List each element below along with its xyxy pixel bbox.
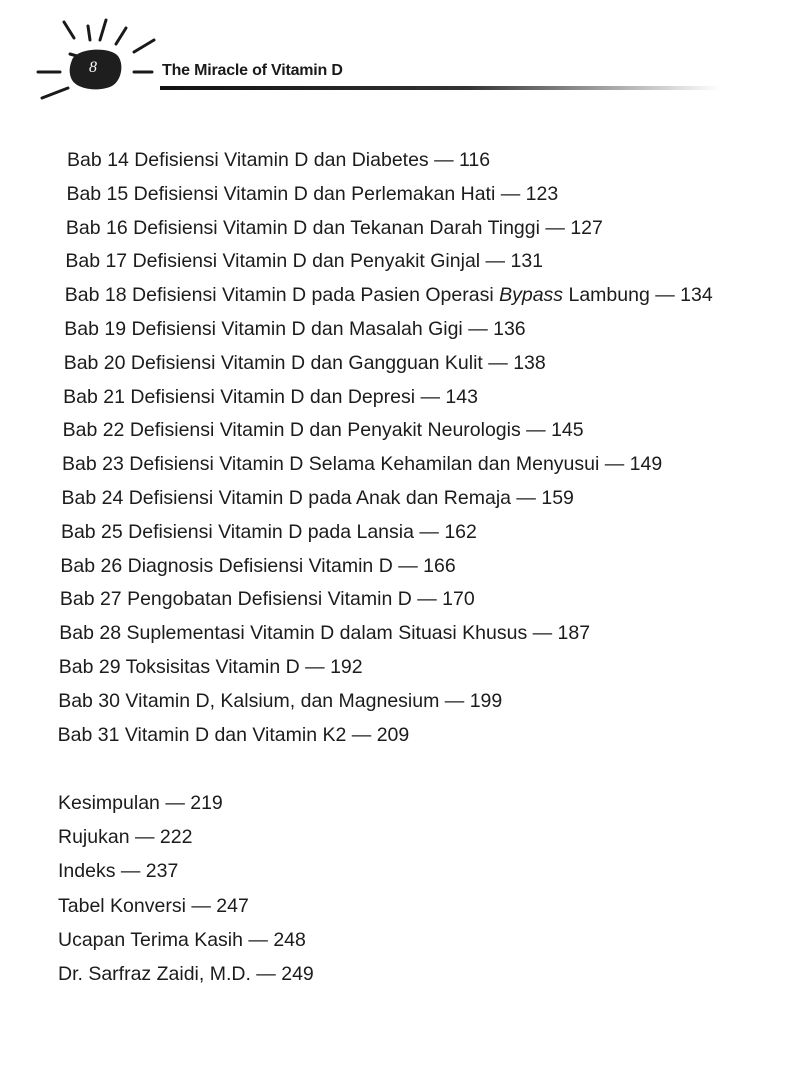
entry-separator: — (256, 963, 276, 985)
entry-page-number: 199 (469, 689, 503, 712)
entry-separator: — (351, 723, 372, 746)
toc-chapter-entry (58, 723, 410, 747)
entry-page-number: 134 (680, 284, 713, 307)
page-number: 8 (89, 59, 97, 76)
toc-chapter-entry (60, 587, 475, 611)
entry-separator: — (305, 656, 325, 678)
toc-chapter-entry (66, 182, 558, 206)
entry-separator: — (655, 284, 675, 307)
toc-chapter-entry (64, 317, 525, 341)
entry-separator: — (165, 792, 185, 814)
entry-page-number: 123 (525, 182, 559, 205)
toc-chapter-entry (59, 621, 590, 645)
entry-title: Bab 25 Defisiensi Vitamin D pada Lansia (60, 520, 414, 543)
entry-separator: — (420, 385, 440, 408)
entry-title: Kesimpulan (58, 792, 160, 814)
entry-title: Ucapan Terima Kasih (58, 928, 243, 951)
toc-chapter-entry (58, 689, 502, 713)
entry-page-number: 249 (281, 963, 314, 985)
entry-page-number: 170 (442, 588, 475, 611)
entry-page-number: 222 (159, 826, 193, 849)
entry-separator: — (485, 250, 506, 273)
entry-title: Bab 19 Defisiensi Vitamin D dan Masalah Gigi (64, 318, 463, 340)
entry-separator: — (191, 894, 211, 917)
entry-title: Bab 21 Defisiensi Vitamin D dan Depresi (63, 385, 416, 408)
entry-title: Bab 14 Defisiensi Vitamin D dan Diabetes (67, 149, 429, 171)
running-header (0, 0, 800, 110)
entry-page-number: 138 (513, 351, 546, 374)
header-rule (160, 86, 720, 90)
entry-separator: — (516, 487, 536, 509)
toc-chapter-entry (63, 385, 478, 409)
entry-separator: — (532, 622, 553, 645)
entry-title: Bab 27 Pengobatan Defisiensi Vitamin D (59, 588, 412, 611)
entry-page-number: 248 (273, 928, 306, 951)
toc-chapter-entry (62, 452, 662, 476)
toc-chapter-entry (66, 216, 603, 240)
entry-title: Bab 30 Vitamin D, Kalsium, dan Magnesium (58, 689, 440, 712)
toc-chapter-entry (65, 249, 543, 273)
entry-page-number: 149 (629, 453, 663, 476)
toc-chapter-entry (59, 655, 363, 679)
entry-title: Bab 26 Diagnosis Defisiensi Vitamin D (60, 554, 393, 577)
entry-page-number: 143 (445, 385, 478, 408)
entry-separator: — (604, 453, 625, 476)
entry-page-number: 247 (216, 894, 249, 917)
entry-separator: — (419, 520, 439, 543)
entry-page-number: 192 (330, 656, 363, 678)
entry-title: Bab 20 Defisiensi Vitamin D dan Gangguan Kulit (63, 351, 483, 374)
entry-page-number: 159 (541, 487, 574, 509)
entry-separator: — (468, 318, 488, 340)
entry-separator: — (434, 149, 454, 171)
entry-separator: — (134, 826, 155, 849)
toc-chapter-entry (67, 148, 490, 172)
entry-page-number: 136 (493, 318, 526, 340)
toc-chapter-entry (60, 554, 455, 578)
toc-chapter-entry (64, 351, 546, 375)
entry-page-number: 145 (551, 419, 584, 442)
entry-title: Bab 22 Defisiensi Vitamin D dan Penyakit Neurologis (62, 419, 521, 442)
entry-separator: — (444, 689, 465, 712)
entry-page-number: 162 (444, 520, 477, 543)
book-title: The Miracle of Vitamin D (162, 62, 343, 79)
toc-chapter-entry (65, 283, 713, 307)
entry-page-number: 127 (570, 216, 603, 239)
entry-title: Bab 31 Vitamin D dan Vitamin K2 (57, 723, 347, 746)
entry-separator: — (500, 182, 521, 205)
entry-separator: — (398, 554, 418, 577)
entry-title-continued: Lambung (568, 284, 650, 307)
entry-title: Tabel Konversi (58, 894, 186, 917)
entry-page-number: 166 (423, 554, 456, 577)
entry-title: Bab 24 Defisiensi Vitamin D pada Anak dan Remaja (61, 487, 511, 509)
entry-separator: — (488, 351, 508, 374)
entry-separator: — (417, 588, 437, 611)
entry-title: Bab 18 Defisiensi Vitamin D pada Pasien Operasi (64, 284, 494, 307)
entry-title: Rujukan (58, 826, 130, 849)
entry-page-number: 209 (376, 723, 410, 746)
entry-title: Bab 15 Defisiensi Vitamin D dan Perlemakan Hati (66, 182, 496, 205)
entry-title: Bab 16 Defisiensi Vitamin D dan Tekanan Darah Tinggi (65, 216, 540, 239)
entry-title: Bab 17 Defisiensi Vitamin D dan Penyakit Ginjal (65, 250, 481, 273)
toc-chapter-entry (63, 418, 584, 442)
toc-chapter-entry (61, 520, 477, 544)
entry-separator: — (248, 928, 268, 951)
entry-title: Bab 28 Suplementasi Vitamin D dalam Situasi Khusus (59, 622, 528, 645)
toc-backmatter-entry (58, 791, 223, 815)
entry-title-italic: Bypass (499, 284, 564, 307)
toc-backmatter-entry (58, 825, 192, 849)
entry-page-number: 116 (459, 149, 491, 171)
toc-backmatter-entry (58, 928, 306, 952)
toc-backmatter-entry (58, 894, 249, 918)
entry-title: Bab 23 Defisiensi Vitamin D Selama Kehamilan dan Menyusui (62, 453, 600, 476)
entry-separator: — (545, 216, 565, 239)
entry-title: Dr. Sarfraz Zaidi, M.D. (58, 963, 251, 985)
entry-page-number: 131 (510, 250, 544, 273)
entry-title: Indeks (58, 860, 116, 883)
entry-page-number: 219 (190, 792, 223, 814)
toc-backmatter-entry (58, 859, 178, 883)
entry-title: Bab 29 Toksisitas Vitamin D (58, 656, 300, 678)
toc-chapter-entry (62, 486, 574, 510)
entry-page-number: 187 (557, 622, 591, 645)
entry-separator: — (120, 860, 141, 883)
entry-separator: — (526, 419, 546, 442)
entry-page-number: 237 (145, 860, 179, 883)
toc-backmatter-entry (58, 962, 314, 986)
